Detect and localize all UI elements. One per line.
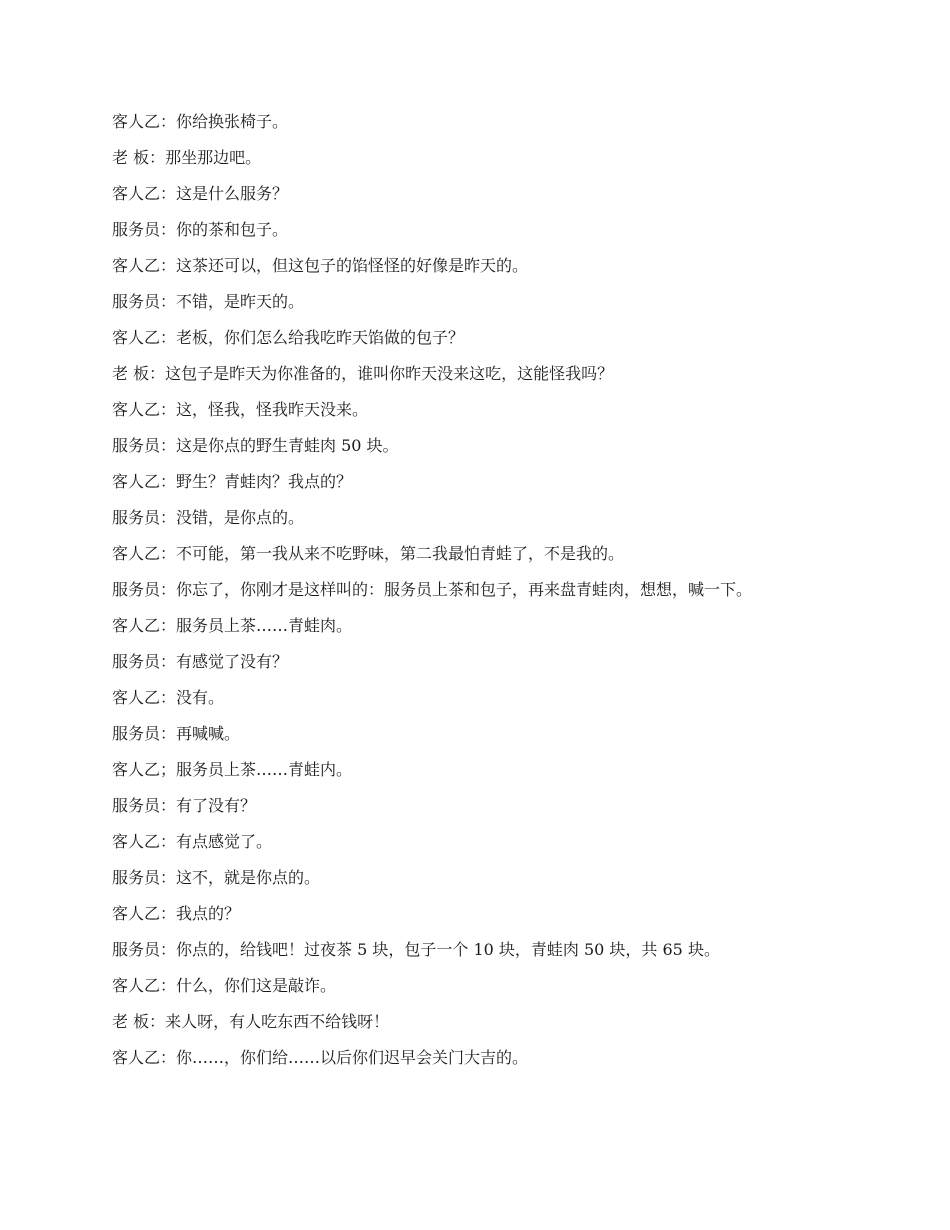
dialogue-body: [112, 112, 824, 1084]
dialogue-line: 客人乙：老板，你们怎么给我吃昨天馅做的包子？: [112, 328, 465, 347]
dialogue-line: 客人乙：你给换张椅子。: [112, 112, 289, 131]
dialogue-line: 客人乙：有点感觉了。: [112, 832, 273, 851]
dialogue-line: 客人乙：没有。: [112, 688, 225, 707]
dialogue-line: 客人乙：野生？青蛙肉？我点的？: [112, 472, 353, 491]
dialogue-line: 客人乙：我点的？: [112, 904, 241, 923]
dialogue-line: 服务员：不错，是昨天的。: [112, 292, 305, 311]
dialogue-line: 服务员：这是你点的野生青蛙肉 50 块。: [112, 436, 399, 455]
dialogue-line: 客人乙：这，怪我，怪我昨天没来。: [112, 400, 369, 419]
dialogue-line: 客人乙：不可能，第一我从来不吃野味，第二我最怕青蛙了，不是我的。: [112, 544, 625, 563]
dialogue-line: 客人乙；服务员上茶……青蛙内。: [112, 760, 353, 779]
dialogue-line: 客人乙：这是什么服务？: [112, 184, 289, 203]
dialogue-line: 老 板：来人呀，有人吃东西不给钱呀！: [112, 1012, 390, 1031]
dialogue-line: 服务员：你的茶和包子。: [112, 220, 289, 239]
dialogue-line: 服务员：再喊喊。: [112, 724, 241, 743]
dialogue-line: 服务员：有了没有？: [112, 796, 257, 815]
dialogue-line: 服务员：你忘了，你刚才是这样叫的：服务员上茶和包子，再来盘青蛙肉，想想，喊一下。: [112, 580, 753, 599]
dialogue-line: 服务员：没错，是你点的。: [112, 508, 305, 527]
dialogue-line: 客人乙：你……，你们给……以后你们迟早会关门大吉的。: [112, 1048, 529, 1067]
dialogue-line: 服务员：你点的，给钱吧！过夜茶 5 块，包子一个 10 块，青蛙肉 50 块，共 65 块。: [112, 940, 720, 959]
dialogue-line: 老 板：那坐那边吧。: [112, 148, 262, 167]
dialogue-line: 服务员：有感觉了没有？: [112, 652, 289, 671]
dialogue-line: 客人乙：这茶还可以，但这包子的馅怪怪的好像是昨天的。: [112, 256, 529, 275]
dialogue-line: 老 板：这包子是昨天为你准备的，谁叫你昨天没来这吃，这能怪我吗？: [112, 364, 614, 383]
dialogue-line: 服务员：这不，就是你点的。: [112, 868, 321, 887]
dialogue-line: 客人乙：服务员上茶……青蛙肉。: [112, 616, 353, 635]
dialogue-line: 客人乙：什么，你们这是敲诈。: [112, 976, 337, 995]
